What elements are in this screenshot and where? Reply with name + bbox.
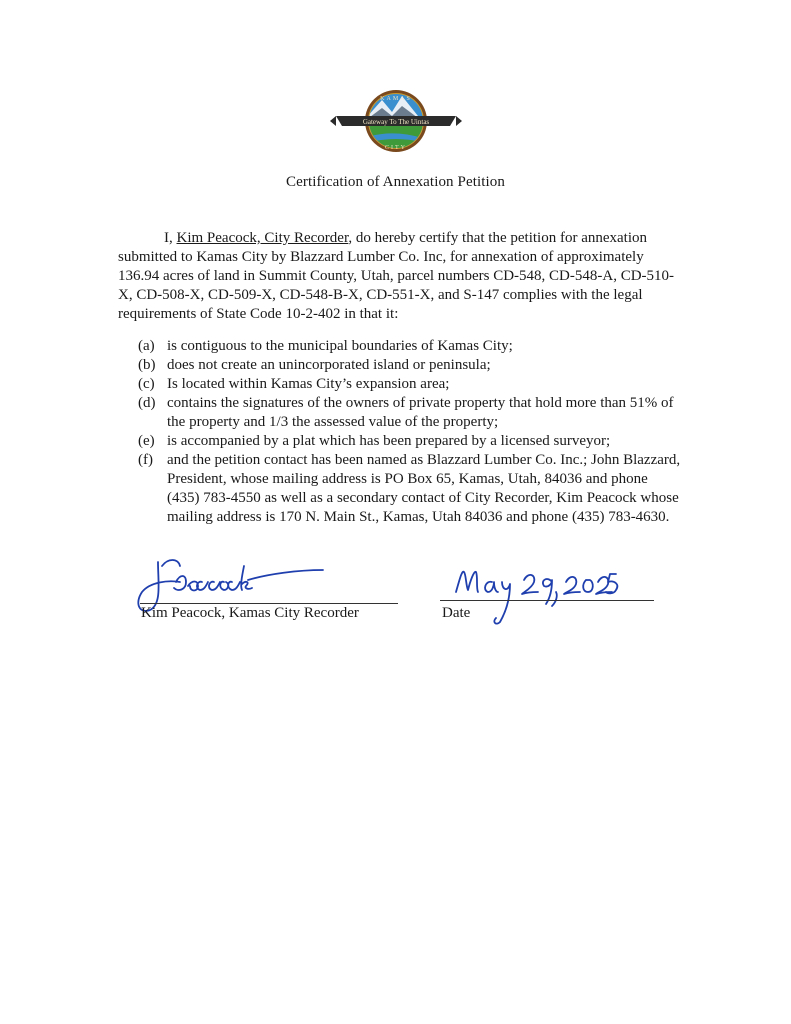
list-item <box>138 337 683 356</box>
logo-banner-text: Gateway To The Uintas <box>362 118 430 126</box>
logo-top-text: KAMAS <box>380 96 412 102</box>
intro-lead: I, <box>164 230 177 246</box>
date-label: Date <box>442 605 471 621</box>
list-item-text: contains the signatures of the owners of private property that hold more than 51% of the property and 1/3 the assessed value of the property; <box>167 395 674 430</box>
date-line <box>440 600 654 601</box>
list-marker: (a) <box>138 338 155 354</box>
list-item <box>138 451 683 527</box>
list-item-text: is contiguous to the municipal boundaries of Kamas City; <box>167 338 513 354</box>
list-item-text: Is located within Kamas City’s expansion area; <box>167 376 450 392</box>
list-item <box>138 375 683 394</box>
list-item-text: is accompanied by a plat which has been prepared by a licensed surveyor; <box>167 433 611 449</box>
requirements-list <box>138 337 683 527</box>
list-marker: (b) <box>138 357 156 373</box>
certification-paragraph <box>118 229 680 324</box>
list-item <box>138 356 683 375</box>
intro-body: , do hereby certify that the petition for annexation submitted to Kamas City by Blazzard Lumber Co. Inc, for annexation of approximately 136.94 acres of land in Summit County, Utah, parcel numbers CD-548, CD-548-A, CD-510-X, CD-508-X, CD-509-X, CD-548-B-X, CD-551-X, and S-147 complies with the legal requirements of State Code 10-2-402 in that it: <box>118 230 675 322</box>
logo-bottom-text: CITY <box>385 145 407 151</box>
list-item <box>138 394 683 432</box>
list-marker: (d) <box>138 395 156 411</box>
certifier-name: Kim Peacock, City Recorder <box>176 230 349 246</box>
list-marker: (f) <box>138 452 153 468</box>
handwritten-date <box>452 562 622 630</box>
list-marker: (e) <box>138 433 155 449</box>
signature-line <box>140 603 398 604</box>
kamas-city-logo <box>330 86 462 156</box>
list-item-text: does not create an unincorporated island or peninsula; <box>167 357 491 373</box>
list-item-text: and the petition contact has been named as Blazzard Lumber Co. Inc.; John Blazzard, President, whose mailing address is PO Box 65, Kamas, Utah, 84036 and phone (435) 783-4550 as well as a secondary contact of City Recorder, Kim Peacock whose mailing address is 170 N. Main St., Kamas, Utah 84036 and phone (435) 783-4630. <box>167 452 681 525</box>
list-marker: (c) <box>138 376 155 392</box>
list-item <box>138 432 683 451</box>
signature-label: Kim Peacock, Kamas City Recorder <box>141 605 359 621</box>
document-title: Certification of Annexation Petition <box>286 174 505 190</box>
